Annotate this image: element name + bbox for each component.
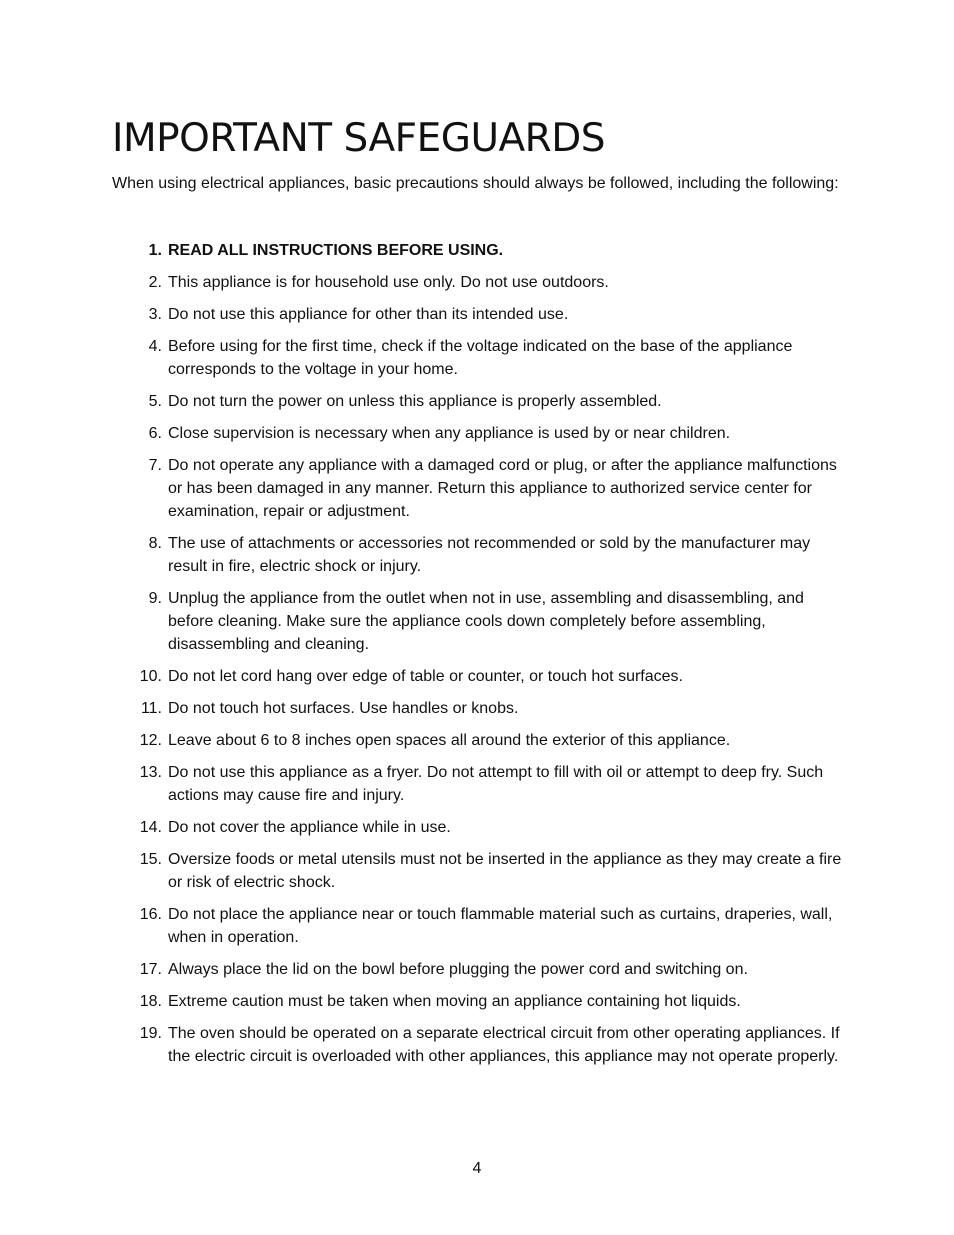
list-item (112, 303, 852, 326)
list-item-number: 11. (140, 700, 162, 717)
list-item-number: 16. (139, 906, 162, 923)
list-item-text: Unplug the appliance from the outlet when not in use, assembling and disassembling, and before cleaning. Make sure the appliance cools down completely before assembling, disassembling and cleaning. (168, 590, 804, 653)
list-item-number: 4. (148, 338, 162, 355)
list-item-text: Do not turn the power on unless this appliance is properly assembled. (168, 393, 662, 410)
list-item (112, 761, 852, 807)
list-item-text: Oversize foods or metal utensils must not be inserted in the appliance as they may create a fire or risk of electric shock. (168, 851, 842, 891)
list-item-number: 19. (139, 1025, 162, 1042)
list-item-number: 1. (148, 242, 162, 259)
list-item-number: 5. (148, 393, 162, 410)
intro-paragraph: When using electrical appliances, basic precautions should always be followed, including the following: (112, 175, 839, 192)
list-item-text: Extreme caution must be taken when moving an appliance containing hot liquids. (168, 993, 741, 1010)
list-item-number: 8. (148, 535, 162, 552)
list-item (112, 848, 852, 894)
list-item-number: 9. (148, 590, 162, 607)
list-item-text: This appliance is for household use only. Do not use outdoors. (168, 274, 609, 291)
list-item (112, 422, 852, 445)
page-title: IMPORTANT SAFEGUARDS (112, 116, 606, 161)
list-item (112, 271, 852, 294)
list-item-number: 10. (139, 668, 162, 685)
list-item-text: Do not use this appliance for other than its intended use. (168, 306, 569, 323)
safeguards-list (112, 239, 852, 1077)
list-item-number: 15. (139, 851, 162, 868)
list-item (112, 390, 852, 413)
list-item (112, 454, 852, 523)
list-item-text: Do not place the appliance near or touch flammable material such as curtains, draperies, wall, when in operation. (168, 906, 833, 946)
list-item-number: 7. (148, 457, 162, 474)
list-item-text: Do not let cord hang over edge of table or counter, or touch hot surfaces. (168, 668, 683, 685)
list-item (112, 335, 852, 381)
list-item-text: Do not cover the appliance while in use. (168, 819, 451, 836)
page-number: 4 (472, 1160, 482, 1177)
list-item (112, 903, 852, 949)
list-item-text: Before using for the first time, check if the voltage indicated on the base of the appliance corresponds to the voltage in your home. (168, 338, 793, 378)
list-item (112, 1022, 852, 1068)
list-item-text: READ ALL INSTRUCTIONS BEFORE USING. (168, 242, 504, 259)
list-item-text: Always place the lid on the bowl before plugging the power cord and switching on. (168, 961, 748, 978)
list-item-number: 2. (148, 274, 162, 291)
list-item (112, 729, 852, 752)
list-item-text: Do not touch hot surfaces. Use handles or knobs. (168, 700, 519, 717)
list-item-number: 6. (148, 425, 162, 442)
list-item (112, 587, 852, 656)
list-item-number: 14. (139, 819, 162, 836)
list-item-number: 18. (139, 993, 162, 1010)
list-item (112, 532, 852, 578)
list-item (112, 990, 852, 1013)
list-item-text: The use of attachments or accessories not recommended or sold by the manufacturer may result in fire, electric shock or injury. (168, 535, 811, 575)
list-item-text: Do not operate any appliance with a damaged cord or plug, or after the appliance malfunctions or has been damaged in any manner. Return this appliance to authorized service center for examination, repair or adjustment. (168, 457, 837, 520)
list-item-text: The oven should be operated on a separate electrical circuit from other operating appliances. If the electric circuit is overloaded with other appliances, this appliance may not operate properly. (168, 1025, 840, 1065)
list-item-text: Leave about 6 to 8 inches open spaces all around the exterior of this appliance. (168, 732, 731, 749)
list-item (112, 665, 852, 688)
list-item (112, 958, 852, 981)
list-item (112, 697, 852, 720)
list-item-number: 17. (139, 961, 162, 978)
list-item-text: Do not use this appliance as a fryer. Do not attempt to fill with oil or attempt to deep fry. Such actions may cause fire and injury. (168, 764, 824, 804)
list-item-number: 13. (139, 764, 162, 781)
list-item-number: 12. (139, 732, 162, 749)
list-item (112, 816, 852, 839)
list-item-number: 3. (148, 306, 162, 323)
list-item (112, 239, 852, 262)
list-item-text: Close supervision is necessary when any appliance is used by or near children. (168, 425, 731, 442)
